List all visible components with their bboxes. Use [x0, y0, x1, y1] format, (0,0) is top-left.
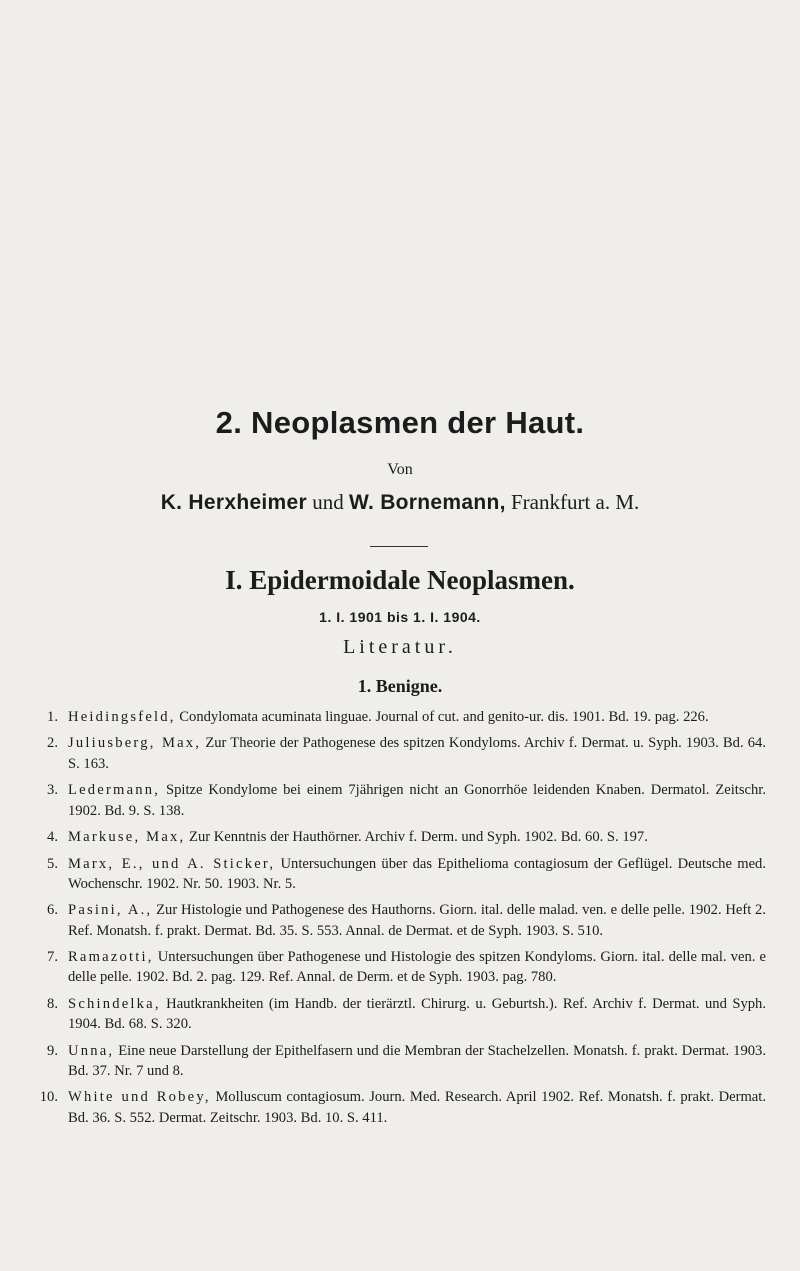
reference-author: Schindelka,: [68, 995, 161, 1012]
reference-number: 1.: [47, 709, 58, 725]
section-title: I. Epidermoidale Neoplasmen.: [225, 565, 575, 595]
byline-von: Von: [387, 461, 413, 478]
reference-item: [36, 1041, 766, 1082]
reference-item: [36, 780, 766, 821]
reference-text: Zur Theorie der Pathogenese des spitzen Kondyloms. Archiv f. Dermat. u. Syph. 1903. Bd. 64. S. 163.: [68, 735, 767, 772]
reference-author: Markuse, Max,: [68, 829, 186, 846]
reference-author: Heidingsfeld,: [68, 709, 176, 725]
reference-author: Unna,: [68, 1042, 115, 1059]
reference-item: [36, 1087, 766, 1128]
author-bornemann: W. Bornemann,: [348, 491, 506, 514]
reference-item: [36, 707, 766, 727]
chapter-authors: [0, 490, 800, 515]
reference-number: 2.: [47, 735, 58, 752]
subsection-heading: 1. Benigne.: [357, 676, 443, 696]
reference-text: Zur Kenntnis der Hauthörner. Archiv f. Derm. und Syph. 1902. Bd. 60. S. 197.: [189, 829, 648, 846]
reference-text: Spitze Kondylome bei einem 7jährigen nicht an Gonorrhöe leidenden Knaben. Dermatol. Zeitschr. 1902. Bd. 9. S. 138.: [68, 782, 766, 819]
reference-text: Condylomata acuminata linguae. Journal of cut. and genito-ur. dis. 1901. Bd. 19. pag. 226.: [179, 709, 709, 725]
reference-author: Juliusberg, Max,: [68, 735, 202, 752]
reference-text: Untersuchungen über das Epithelioma contagiosum der Geflügel. Deutsche med. Wochenschr. 1902. Nr. 50. 1903. Nr. 5.: [68, 855, 766, 892]
reference-number: 3.: [47, 782, 58, 799]
reference-text: Molluscum contagiosum. Journ. Med. Research. April 1902. Ref. Monatsh. f. prakt. Dermat. Bd. 36. S. 552. Dermat. Zeitschr. 1903. Bd. 10. S. 411.: [68, 1089, 766, 1126]
date-range: 1. I. 1901 bis 1. I. 1904.: [319, 609, 481, 625]
author-location: Frankfurt a. M.: [510, 490, 640, 514]
reference-number: 9.: [47, 1042, 58, 1059]
reference-author: White und Robey,: [68, 1089, 211, 1106]
reference-item: [36, 994, 766, 1035]
reference-number: 8.: [47, 995, 58, 1012]
reference-text: Untersuchungen über Pathogenese und Histologie des spitzen Kondyloms. Giorn. ital. delle mal. ven. e delle pelle. 1902. Bd. 2. pag. 129. Ref. Annal. de Derm. et de Syph. 1903. pag. 780.: [68, 949, 766, 986]
reference-author: Pasini, A.,: [68, 902, 153, 919]
reference-text: Eine neue Darstellung der Epithelfasern und die Membran der Stachelzellen. Monatsh. f. prakt. Dermat. 1903. Bd. 37. Nr. 7 und 8.: [68, 1042, 766, 1079]
reference-text: Hautkrankheiten (im Handb. der tierärztl. Chirurg. u. Geburtsh.). Ref. Archiv f. Dermat. und Syph. 1904. Bd. 68. S. 320.: [68, 995, 766, 1033]
author-herxheimer: K. Herxheimer: [160, 491, 307, 514]
reference-number: 5.: [47, 855, 58, 872]
reference-number: 4.: [47, 829, 58, 846]
reference-author: Ledermann,: [68, 782, 161, 799]
reference-number: 7.: [47, 949, 58, 966]
reference-item: [36, 854, 766, 895]
reference-number: 10.: [39, 1089, 58, 1106]
reference-item: [36, 900, 766, 941]
reference-list: [36, 707, 766, 1134]
reference-item: [36, 947, 766, 988]
reference-text: Zur Histologie und Pathogenese des Hauthorns. Giorn. ital. delle malad. ven. e delle pelle. 1902. Heft 2. Ref. Monatsh. f. prakt. Dermat. Bd. 35. S. 553. Annal. de Dermat. et de Syph. 1903. S. 510.: [68, 902, 767, 939]
author-conjunction: und: [312, 490, 344, 514]
title-divider: [370, 546, 428, 547]
reference-author: Marx, E., und A. Sticker,: [68, 855, 276, 872]
reference-author: Ramazotti,: [68, 949, 154, 966]
reference-item: [36, 827, 766, 847]
reference-item: [36, 733, 766, 774]
chapter-title: 2. Neoplasmen der Haut.: [215, 405, 585, 440]
literatur-heading: Literatur.: [343, 636, 457, 658]
reference-number: 6.: [47, 902, 58, 919]
